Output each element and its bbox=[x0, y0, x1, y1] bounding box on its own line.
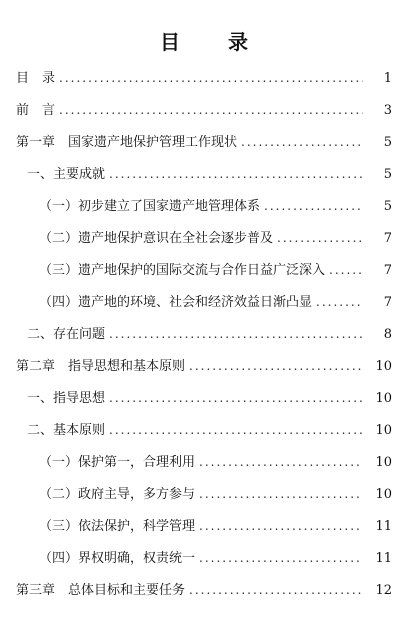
toc-entry-label: （二）政府主导，多方参与 bbox=[39, 487, 196, 502]
toc-entry bbox=[0, 260, 408, 280]
toc-entry bbox=[0, 516, 408, 536]
toc-leader-dots bbox=[189, 356, 363, 376]
toc-leader-dots bbox=[59, 68, 363, 88]
toc-entry-label: 目 录 bbox=[16, 71, 56, 86]
toc-leader-dots bbox=[199, 452, 363, 472]
toc-entry bbox=[0, 356, 408, 376]
toc-entry bbox=[0, 68, 408, 88]
toc-entry-label: （二）遗产地保护意识在全社会逐步普及 bbox=[39, 231, 274, 246]
toc-leader-dots bbox=[199, 516, 363, 536]
toc-entry-label: （四）界权明确，权责统一 bbox=[39, 551, 196, 566]
toc-entry-page: 10 bbox=[375, 487, 392, 502]
toc-entry bbox=[0, 292, 408, 312]
toc-entry-page: 5 bbox=[383, 135, 392, 150]
toc-entry bbox=[0, 196, 408, 216]
toc-entry-page: 7 bbox=[383, 263, 392, 278]
toc-entry-page: 11 bbox=[375, 519, 392, 534]
toc-entry bbox=[0, 132, 408, 152]
page-title: 目 录 bbox=[160, 30, 262, 54]
toc-leader-dots bbox=[199, 548, 363, 568]
toc-entry bbox=[0, 228, 408, 248]
toc-entry bbox=[0, 324, 408, 344]
toc-entry-page: 10 bbox=[375, 423, 392, 438]
toc-entry-label: 一、指导思想 bbox=[27, 391, 106, 406]
toc-leader-dots bbox=[199, 484, 363, 504]
toc-entry-label: （三）遗产地保护的国际交流与合作日益广泛深入 bbox=[39, 263, 326, 278]
toc-entry-label: 前 言 bbox=[16, 103, 56, 118]
toc-leader-dots bbox=[316, 292, 363, 312]
toc-entry-label: 一、主要成就 bbox=[27, 167, 106, 182]
toc-leader-dots bbox=[109, 164, 363, 184]
toc-entry-label: 第三章 总体目标和主要任务 bbox=[16, 583, 186, 598]
toc-entry bbox=[0, 452, 408, 472]
toc-leader-dots bbox=[109, 388, 363, 408]
toc-entry bbox=[0, 164, 408, 184]
toc-leader-dots bbox=[329, 260, 363, 280]
toc-leader-dots bbox=[109, 324, 363, 344]
toc-entry-page: 10 bbox=[375, 391, 392, 406]
toc-entry-page: 10 bbox=[375, 455, 392, 470]
toc-entry bbox=[0, 420, 408, 440]
toc-entry-label: 第一章 国家遗产地保护管理工作现状 bbox=[16, 135, 238, 150]
toc-entry bbox=[0, 388, 408, 408]
toc-entry-page: 8 bbox=[383, 327, 392, 342]
toc-entry bbox=[0, 100, 408, 120]
toc-entry-page: 12 bbox=[375, 583, 392, 598]
toc-leader-dots bbox=[109, 420, 363, 440]
toc-entry-page: 7 bbox=[383, 295, 392, 310]
toc-entry bbox=[0, 484, 408, 504]
toc-leader-dots bbox=[241, 132, 363, 152]
toc-entry-page: 11 bbox=[375, 551, 392, 566]
toc-entry-page: 5 bbox=[383, 199, 392, 214]
toc-leader-dots bbox=[189, 580, 363, 600]
toc-entry-page: 5 bbox=[383, 167, 392, 182]
toc-entry-page: 1 bbox=[383, 71, 392, 86]
toc-leader-dots bbox=[59, 100, 363, 120]
toc-entry-label: 二、基本原则 bbox=[27, 423, 106, 438]
toc-entry bbox=[0, 580, 408, 600]
toc-entry-label: 二、存在问题 bbox=[27, 327, 106, 342]
toc-entry-label: （三）依法保护，科学管理 bbox=[39, 519, 196, 534]
toc-entry-page: 7 bbox=[383, 231, 392, 246]
toc-entry-label: 第二章 指导思想和基本原则 bbox=[16, 359, 186, 374]
toc-entry-label: （四）遗产地的环境、社会和经济效益日渐凸显 bbox=[39, 295, 313, 310]
toc-leader-dots bbox=[264, 196, 363, 216]
toc-entry-page: 10 bbox=[375, 359, 392, 374]
toc-entry-page: 3 bbox=[383, 103, 392, 118]
toc-leader-dots bbox=[277, 228, 363, 248]
toc-entry-label: （一）初步建立了国家遗产地管理体系 bbox=[39, 199, 261, 214]
toc-entry-label: （一）保护第一，合理利用 bbox=[39, 455, 196, 470]
toc-entry bbox=[0, 548, 408, 568]
